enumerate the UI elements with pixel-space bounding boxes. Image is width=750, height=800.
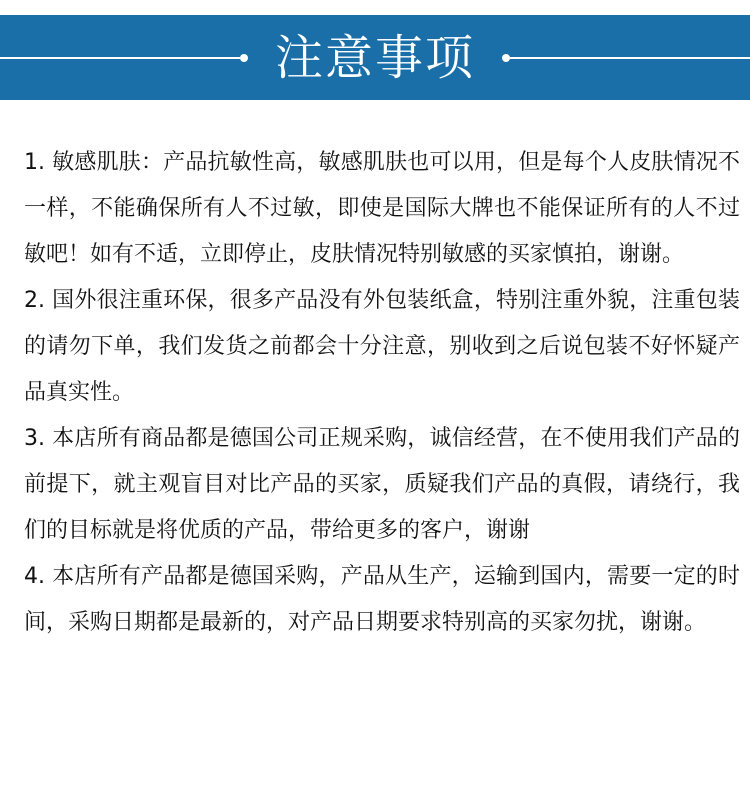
decorative-dot-right <box>502 54 510 62</box>
notes-list <box>24 140 740 646</box>
note-item-4: 4. 本店所有产品都是德国采购，产品从生产，运输到国内，需要一定的时间，采购日期都是最新的，对产品日期要求特别高的买家勿扰，谢谢。 <box>24 564 740 635</box>
decorative-line-right <box>510 57 750 59</box>
note-item-2: 2. 国外很注重环保，很多产品没有外包装纸盒，特别注重外貌，注重包装的请勿下单，我们发货之前都会十分注意，别收到之后说包装不好怀疑产品真实性。 <box>24 288 740 405</box>
header-banner <box>0 15 750 100</box>
note-item-1: 1. 敏感肌肤：产品抗敏性高，敏感肌肤也可以用，但是每个人皮肤情况不一样，不能确保所有人不过敏，即使是国际大牌也不能保证所有的人不过敏吧！如有不适，立即停止，皮肤情况特别敏感的买家慎拍，谢谢。 <box>24 150 740 267</box>
decorative-dot-left <box>240 54 248 62</box>
page-title: 注意事项 <box>274 30 475 86</box>
decorative-line-left <box>0 57 240 59</box>
note-item-3: 3. 本店所有商品都是德国公司正规采购，诚信经营，在不使用我们产品的前提下，就主观盲目对比产品的买家，质疑我们产品的真假，请绕行，我们的目标就是将优质的产品，带给更多的客户，谢谢 <box>24 426 740 543</box>
